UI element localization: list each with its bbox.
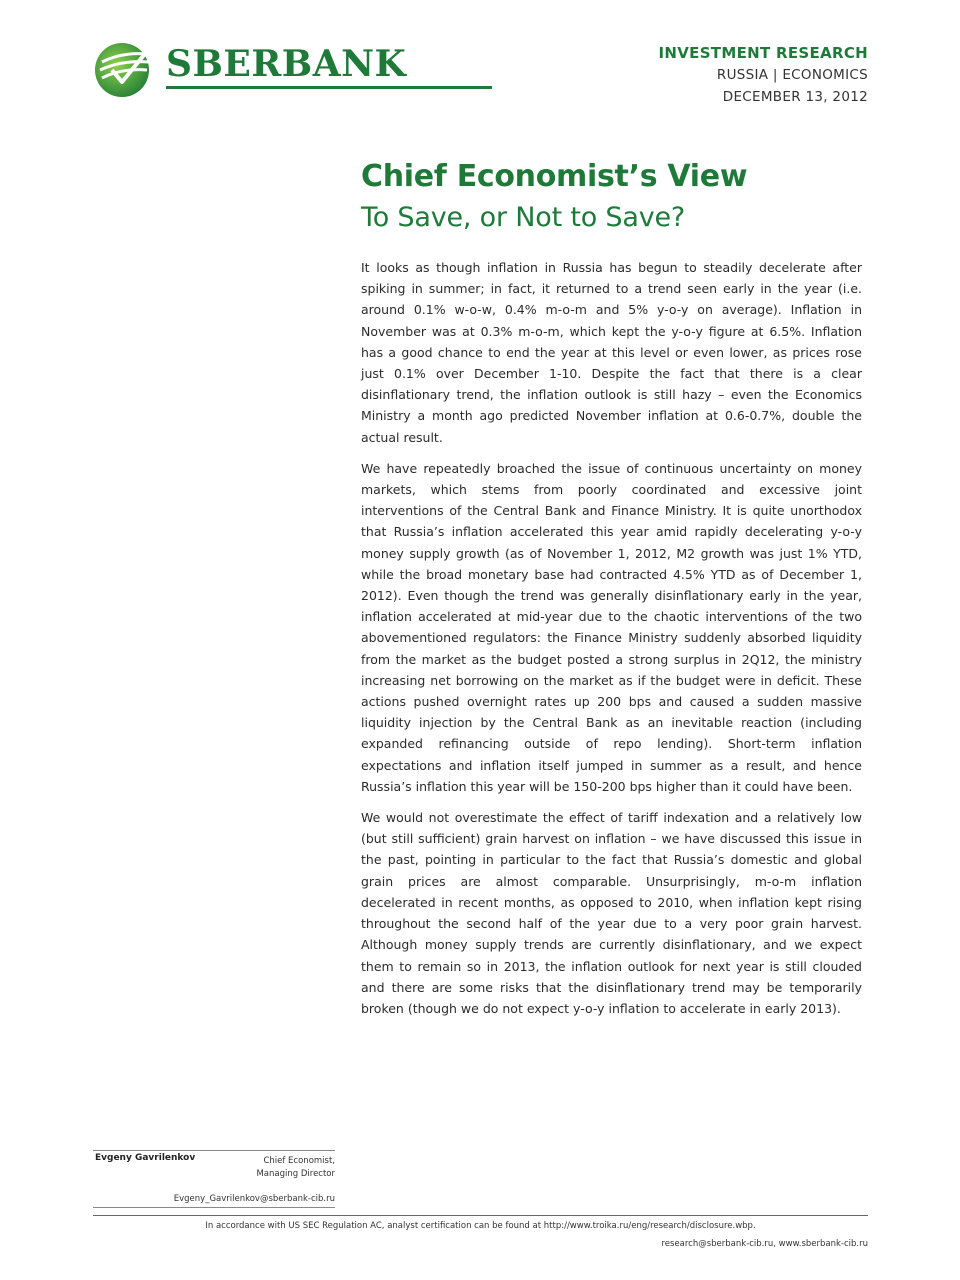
report-category: INVESTMENT RESEARCH: [658, 44, 868, 62]
brand-name: SBERBANK: [166, 43, 407, 85]
article-body: [361, 257, 862, 1029]
author-role-position: Managing Director: [256, 1169, 335, 1179]
author-top-rule: [93, 1150, 335, 1151]
footer-divider: [93, 1215, 868, 1216]
sberbank-logo: [92, 40, 407, 96]
paragraph-3: We would not overestimate the effect of tariff indexation and a relatively low (but still sufficient) grain harvest on inflation – we have discussed this issue in the past, pointing in particular to the fact that Russia’s domestic and global grain prices are almost comparable. Unsurprisingly, m-o-m inflation decelerated in recent months, as opposed to 2010, when inflation kept rising throughout the second half of the year due to a very poor grain harvest. Although money supply trends are currently disinflationary, and we expect them to remain so in 2013, the inflation outlook for next year is still clouded and there are some risks that the disinflationary trend may be temporarily broken (though we do not expect y-o-y inflation to accelerate in early 2013).: [361, 810, 862, 1016]
author-role-title: Chief Economist,: [263, 1156, 335, 1166]
article-title: Chief Economist’s View: [361, 159, 748, 194]
sberbank-logo-icon: [92, 40, 154, 98]
footer-disclosure: In accordance with US SEC Regulation AC, analyst certification can be found at http://www.troika.ru/eng/research/disclosure.wbp.: [205, 1221, 756, 1231]
article-heading: [361, 155, 871, 237]
author-role: [256, 1155, 335, 1181]
article-subtitle: To Save, or Not to Save?: [361, 202, 686, 233]
report-header: [659, 42, 868, 108]
brand-underline: [166, 86, 492, 89]
paragraph-2: We have repeatedly broached the issue of continuous uncertainty on money markets, which stems from poorly coordinated and excessive joint interventions of the Central Bank and Finance Ministry. It is quite unorthodox that Russia’s inflation accelerated this year amid rapidly decelerating y-o-y money supply growth (as of November 1, 2012, M2 growth was just 1% YTD, while the broad monetary base had contracted 4.5% YTD as of December 1, 2012). Even though the trend was generally disinflationary early in the year, inflation accelerated at mid-year due to the chaotic interventions of the two abovementioned regulators: the Finance Ministry suddenly absorbed liquidity from the market as the budget posted a strong surplus in 2Q12, the ministry increasing net borrowing on the market as if the budget were in deficit. These actions pushed overnight rates up 200 bps and caused a sudden massive liquidity injection by the Central Bank as an inevitable reaction (including expanded refinancing outside of repo lending). Short-term inflation expectations and inflation itself jumped in summer as a result, and hence Russia’s inflation this year will be 150-200 bps higher than it could have been.: [361, 460, 862, 794]
report-date: DECEMBER 13, 2012: [722, 89, 868, 105]
author-email-link[interactable]: Evgeny_Gavrilenkov@sberbank-cib.ru: [173, 1194, 335, 1204]
paragraph-1: It looks as though inflation in Russia has begun to steadily decelerate after spiking in summer; in fact, it returned to a trend seen early in the year (i.e. around 0.1% w-o-w, 0.4% m-o-m and 5% y-o-y on average). Inflation in November was at 0.3% m-o-m, which kept the y-o-y figure at 6.5%. Inflation has a good chance to end the year at this level or even lower, as prices rose just 0.1% over December 1-10. Despite the fact that there is a clear disinflationary trend, the inflation outlook is still hazy – even the Economics Ministry a month ago predicted November inflation at 0.6-0.7%, double the actual result.: [361, 260, 862, 445]
author-bottom-rule: [93, 1207, 335, 1208]
author-name: Evgeny Gavrilenkov: [95, 1153, 196, 1163]
report-section: RUSSIA | ECONOMICS: [716, 67, 868, 83]
author-block: [93, 1150, 335, 1208]
footer-contact-links[interactable]: research@sberbank-cib.ru, www.sberbank-cib.ru: [661, 1239, 868, 1249]
